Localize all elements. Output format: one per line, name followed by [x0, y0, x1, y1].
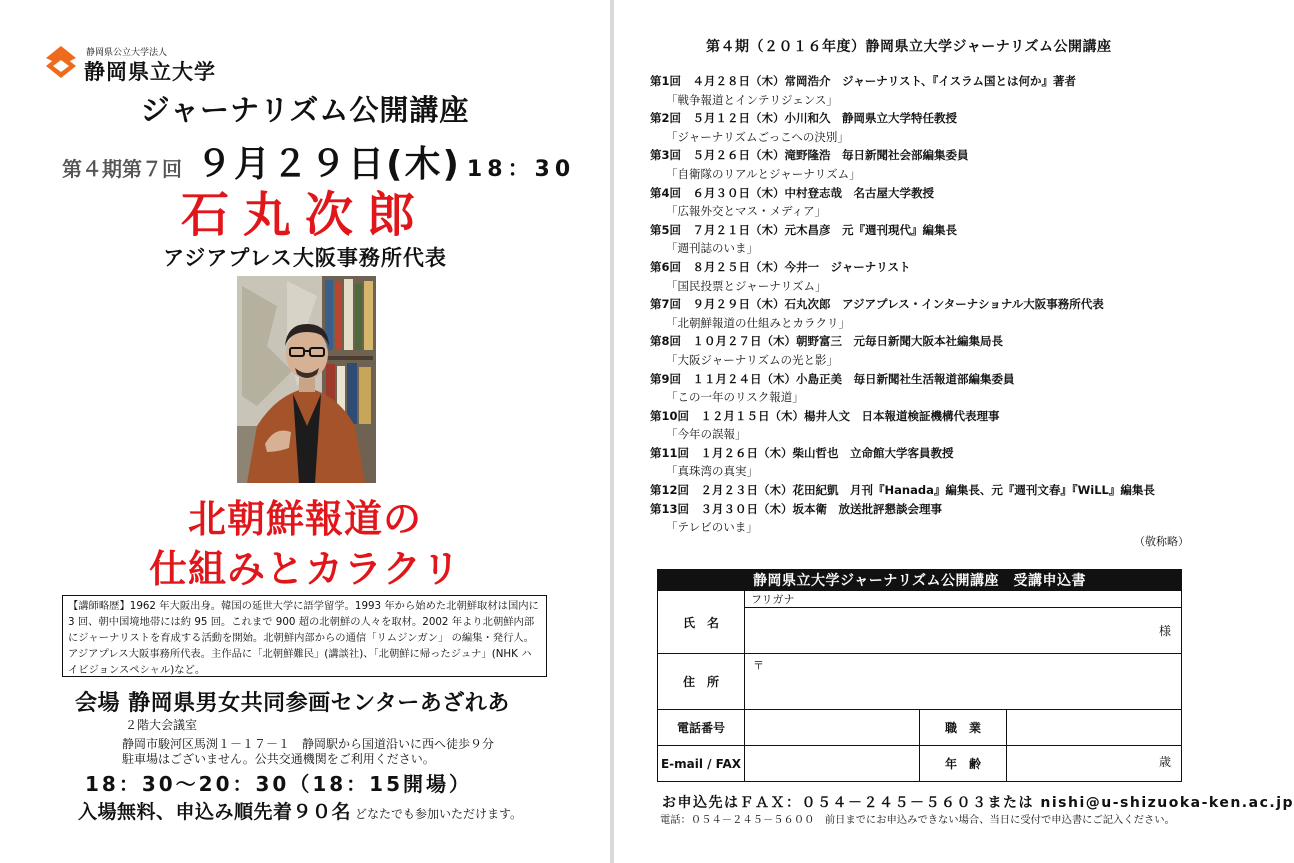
address-label: 住 所: [658, 654, 745, 710]
logo-university-name: 静岡県立大学: [84, 60, 216, 84]
venue-address: 静岡市駿河区馬渕１－１７－１ 静岡駅から国道沿いに西へ徒歩９分: [122, 737, 495, 751]
schedule-item-title: 「この一年のリスク報道」: [666, 390, 804, 405]
honorific-note: （敬称略）: [1134, 535, 1189, 548]
sama-label: 様: [1158, 624, 1171, 638]
email-field[interactable]: [745, 746, 920, 782]
name-field[interactable]: [745, 608, 1182, 654]
schedule-item: 第1回 ４月２８日（木）常岡浩介 ジャーナリスト、『イスラム国とは何か』著者: [650, 74, 1077, 88]
schedule-item: 第5回 ７月２１日（木）元木昌彦 元『週刊現代』編集長: [650, 222, 957, 237]
schedule-item: 第8回 １０月２７日（木）朝野富三 元毎日新聞大阪本社編集局長: [650, 334, 1003, 349]
schedule-item-title: 「週刊誌のいま」: [666, 241, 758, 256]
form-header: 静岡県立大学ジャーナリズム公開講座 受講申込書: [658, 570, 1182, 591]
name-label: 氏 名: [658, 591, 745, 654]
schedule-item: 第13回 ３月３０日（木）坂本衛 放送批評懇談会理事: [650, 501, 943, 516]
age-field[interactable]: [1007, 746, 1182, 782]
university-logo-icon: [44, 44, 78, 80]
postal-mark: 〒: [753, 659, 764, 672]
schedule-item-title: 「国民投票とジャーナリズム」: [666, 278, 827, 293]
schedule-page: [614, 0, 1294, 863]
session-time: 18：30: [466, 157, 576, 182]
schedule-item: 第4回 ６月３０日（木）中村登志哉 名古屋大学教授: [650, 185, 934, 200]
parking-note: 駐車場はございません。公共交通機関をご利用ください。: [122, 752, 435, 766]
occupation-field[interactable]: [1007, 710, 1182, 746]
event-time: 18：30～20：30（18：15開場）: [85, 772, 472, 796]
admission-text: 入場無料、申込み順先着９０名: [78, 801, 352, 823]
venue-room: ２階大会議室: [125, 718, 198, 732]
furigana-field[interactable]: [745, 591, 1182, 608]
schedule-item-title: 「テレビのいま」: [666, 520, 758, 535]
schedule-item: 第10回 １２月１５日（木）楊井人文 日本報道検証機構代表理事: [650, 408, 1000, 423]
schedule-item: 第6回 ８月２５日（木）今井一 ジャーナリスト: [650, 259, 911, 274]
speaker-name: 石丸次郎: [180, 187, 429, 243]
schedule-item: 第3回 ５月２６日（木）滝野隆浩 毎日新聞社会部編集委員: [650, 148, 969, 163]
lecture-title: [0, 494, 610, 594]
age-label: 年 齢: [920, 746, 1007, 782]
phone-field[interactable]: [745, 710, 920, 746]
speaker-bio: 【講師略歴】1962 年大阪出身。韓国の延世大学に語学留学。1993 年から始めた北朝鮮取材は国内に 3 回、朝中国境地帯には約 95 回。これまで 900 超の北朝鮮の人々を取材。2002 年より北朝鮮内部にジャーナリストを育成する活動を開始。北朝鮮内部からの通信「リムジンガン」 の編集・発行人。アジアプレス大阪事務所代表。主作品に「北朝鮮難民」(講談社)、「北朝鮮に帰ったジュナ」(NHK ハイビジョンスペシャル)など。: [62, 595, 547, 677]
session-number: 第４期第７回: [62, 157, 182, 181]
schedule-item: 第7回 ９月２９日（木）石丸次郎 アジアプレス・インターナショナル大阪事務所代表: [650, 297, 1104, 312]
phone-label: 電話番号: [658, 710, 745, 746]
speaker-photo: [237, 276, 376, 483]
email-label: E-mail / FAX: [658, 746, 745, 782]
schedule-list: [650, 72, 1210, 537]
occupation-label: 職 業: [920, 710, 1007, 746]
venue: 会場 静岡県男女共同参画センターあざれあ: [75, 691, 510, 716]
furigana-label: フリガナ: [751, 593, 795, 606]
schedule-item-title: 「真珠湾の真実」: [666, 464, 758, 479]
schedule-item: 第2回 ５月１２日（木）小川和久 静岡県立大学特任教授: [650, 111, 957, 126]
schedule-item: 第12回 ２月２３日（木）花田紀凱 月刊『Hanada』編集長、元『週刊文春』『WiLL』編集長: [650, 483, 1155, 498]
flyer-page: [0, 0, 610, 863]
phone-note: 電話：０５４－２４５－５６００ 前日までにお申込みできない場合、当日に受付で申込書にご記入ください。: [660, 814, 1175, 826]
schedule-item-title: 「戦争報道とインテリジェンス」: [666, 92, 838, 107]
lecture-title-line: 仕組みとカラクリ: [148, 547, 461, 591]
schedule-item: 第11回 １月２６日（木）柴山哲也 立命館大学客員教授: [650, 445, 954, 460]
schedule-item-title: 「今年の誤報」: [666, 427, 747, 442]
schedule-item-title: 「ジャーナリズムごっこへの決別」: [666, 129, 849, 144]
logo-corporation-text: 静岡県公立大学法人: [86, 48, 168, 58]
schedule-header: 第４期（２０１６年度）静岡県立大学ジャーナリズム公開講座: [706, 39, 1112, 55]
sai-label: 歳: [1158, 755, 1171, 769]
series-title: ジャーナリズム公開講座: [140, 93, 470, 127]
admission-note: どなたでも参加いただけます。: [355, 807, 523, 821]
speaker-title: アジアプレス大阪事務所代表: [163, 246, 447, 270]
university-logo: [44, 44, 244, 84]
schedule-item-title: 「自衛隊のリアルとジャーナリズム」: [666, 166, 861, 181]
lecture-title-line: 北朝鮮報道の: [187, 497, 422, 541]
admission-info: [78, 797, 522, 824]
address-field[interactable]: [745, 654, 1182, 710]
contact-info: お申込先はＦＡＸ：０５４－２４５－５６０３または nishi@u-shizuoka-ken.ac.jp: [662, 795, 1294, 811]
schedule-item-title: 「大阪ジャーナリズムの光と影」: [666, 352, 839, 367]
application-form: [657, 569, 1182, 782]
schedule-item: 第9回 １１月２４日（木）小島正美 毎日新聞社生活報道部編集委員: [650, 371, 1015, 386]
schedule-item-title: 「北朝鮮報道の仕組みとカラクリ」: [666, 315, 850, 330]
session-date: ９月２９日(木): [196, 144, 461, 185]
schedule-item-title: 「広報外交とマス・メディア」: [666, 204, 827, 219]
